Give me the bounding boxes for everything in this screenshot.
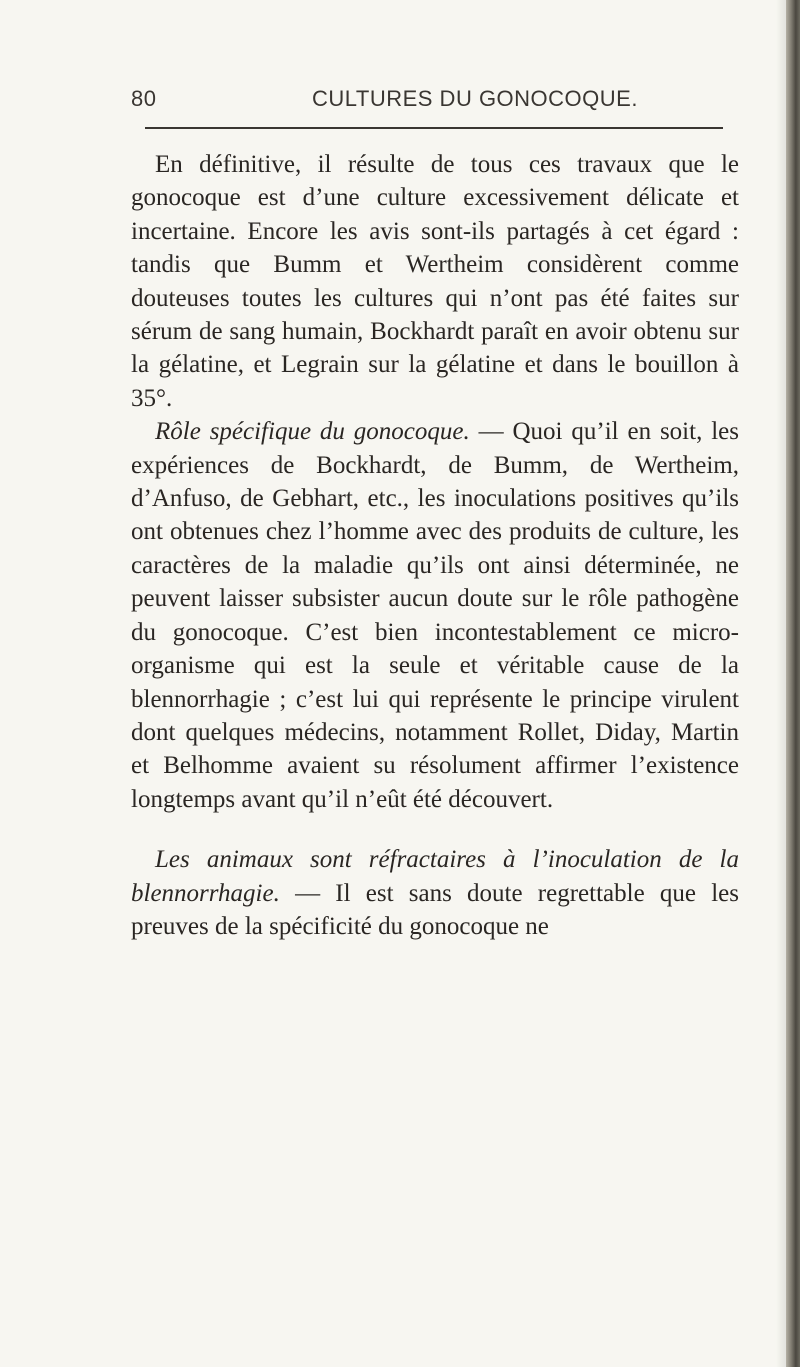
book-binding-edge (786, 0, 800, 1367)
paragraph-animals (131, 843, 739, 943)
section-heading-animals: Les animaux sont réfractaires à l’inoculation de la blennorrhagie. (131, 846, 739, 907)
page-number: 80 (131, 86, 157, 111)
header-rule (145, 127, 723, 129)
paragraph-conclusion (131, 148, 739, 415)
paragraph-text: En définitive, il résulte de tous ces travaux que le gonocoque est d’une culture excessivement délicate et incertaine. Encore les avis sont-ils partagés à cet égard : tandis que Bumm et Wertheim considèrent comme douteuses toutes les cultures qui n’ont pas été faites sur sérum de sang humain, Bockhardt paraît en avoir obtenu sur la gélatine, et Legrain sur la gélatine et dans le bouillon à 35°. (131, 151, 739, 412)
binding-shadow (776, 0, 786, 1367)
body-text (131, 148, 739, 943)
paragraph-text: — Il est sans doute regrettable que les preuves de la spécificité du gonocoque ne (131, 879, 739, 940)
page-header (0, 0, 800, 130)
running-title: CULTURES DU GONOCOQUE. (312, 86, 638, 111)
section-heading-specific-role: Rôle spécifique du gonocoque. (155, 418, 470, 446)
paragraph-text: — Quoi qu’il en soit, les expériences de Bockhardt, de Bumm, de Wertheim, d’Anfuso, de Gebhart, etc., les inoculations positives qu’ils ont obtenues chez l’homme avec des produits de culture, les caractères de la maladie qu’ils ont ainsi déterminée, ne peuvent laisser subsister aucun doute sur le rôle pathogène du gonocoque. C’est bien incontestablement ce micro-organisme qui est la seule et véritable cause de la blennorrhagie ; c’est lui qui représente le principe virulent dont quelques médecins, notamment Rollet, Diday, Martin et Belhomme avaient su résolument affirmer l’existence longtemps avant qu’il n’eût été découvert. (131, 418, 739, 813)
paragraph-specific-role (131, 415, 739, 816)
